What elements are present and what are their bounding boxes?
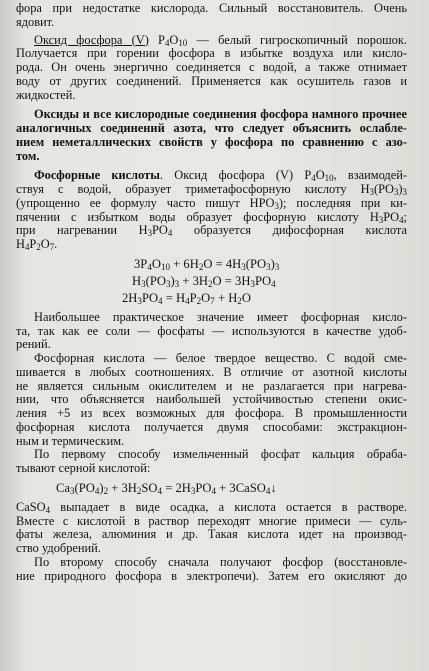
text-line: Фосфорная кислота — белое твердое вещество. С водой сме- [34, 351, 407, 365]
text-line: тывают серной кислотой: [16, 461, 151, 475]
text-line: шивается в любых соотношениях. В отличие от азотной кислоты [16, 364, 407, 379]
text-line: Фосфорные кислоты. Оксид фосфора (V) $P_4O_{10}$, взаимодей- [34, 168, 407, 184]
section-heading-phosphoric-acids: Фосфорные кислоты [34, 168, 160, 183]
text-line: ления +5 из всех возможных для фосфора. В промышленности [16, 406, 407, 420]
equation: $Ca_3(PO_4)_2 + 3H_2SO_4 = 2H_3PO_4$ + 3CaSO$_4$↓ [56, 480, 277, 496]
text-line: жидкостей. [16, 87, 76, 102]
text-line: ядовит. [16, 14, 55, 29]
text-line: CaSO$_4$ выпадает в виде осадка, а кислота остается в растворе. [16, 499, 407, 515]
text-line: $H_4P_2O_7$. [16, 237, 58, 252]
text-line: рода. Он очень энергично соединяется с водой, а также отнимает [16, 60, 407, 74]
equation: $3P_4O_{10} + 6H_2O = 4H_3(PO_3)_3$ [134, 256, 280, 272]
text-line: Вместе с кислотой в раствор переходят многие примеси — суль- [16, 513, 407, 528]
equation: $2H_3PO_4 = H_4P_2O_7 + H_2O$ [122, 290, 251, 306]
text-line: аналогичных соединений азота, что следует объяснить ослабле- [16, 121, 407, 135]
text-line: фосфорная кислота получается двумя способами: экстракцион- [16, 419, 407, 434]
highlight-paragraph [16, 108, 407, 163]
text-line: ство удобрений. [16, 541, 101, 555]
text-line: рений. [16, 337, 51, 352]
text-line: фаты железа, алюминия и др. Такая кислота идет на производ- [16, 527, 407, 542]
equation: $H_3(PO_3)_3 + 3H_2O = 3H_3PO_4$ [132, 273, 276, 289]
text-line: Получается при горении фосфора в избытке воздуха или кисло- [16, 46, 407, 61]
text-line: Оксиды и все кислородные соединения фосфора намного прочнее [34, 107, 407, 122]
text-line: Наибольшее практическое значение имеет фосфорная кисло- [34, 309, 407, 324]
text-line: Оксид фосфора (V) $P_4O_{10}$ — белый гигроскопичный порошок. [34, 32, 407, 48]
text-line: нии, что объясняется наибольшей устойчивостью степени окис- [16, 392, 407, 407]
text-line: (упрощенно ее формулу часто пишут $HPO_3$); последняя при ки- [16, 195, 407, 211]
text-line: не является сильным окислителем и не разлагается при нагрева- [16, 378, 407, 393]
text-line: фора при недостатке кислорода. Сильный восстановитель. Очень [16, 1, 407, 15]
text-line: та, так как ее соли — фосфаты — используются в качестве удоб- [16, 323, 407, 338]
text-line: том. [16, 148, 40, 163]
text-line: пячении с избытком воды образует фосфорную кислоту $H_3PO_4$; [16, 209, 407, 225]
text-line: ствуя с водой, образует триметафосфорную кислоту $H_3(PO_3)_3$ [16, 182, 407, 197]
text-line: ние природного фосфора в электропечи). Затем его окисляют до [16, 568, 407, 583]
text-line: при нагревании $H_3PO_4$ образуется дифосфорная кислота [16, 223, 407, 239]
text-line: По первому способу измельченный фосфат кальция обраба- [34, 447, 407, 462]
text-line: ным и термическим. [16, 433, 125, 448]
text-line: воду от других соединений. Применяется как осушитель газов и [16, 73, 407, 88]
text-line: По второму способу сначала получают фосфор (восстановле- [34, 554, 407, 569]
term-oxide-phosphorus: Оксид фосфора (V) [34, 32, 149, 47]
text-line: нием неметаллических свойств у фосфора по сравнению с азо- [16, 134, 407, 149]
